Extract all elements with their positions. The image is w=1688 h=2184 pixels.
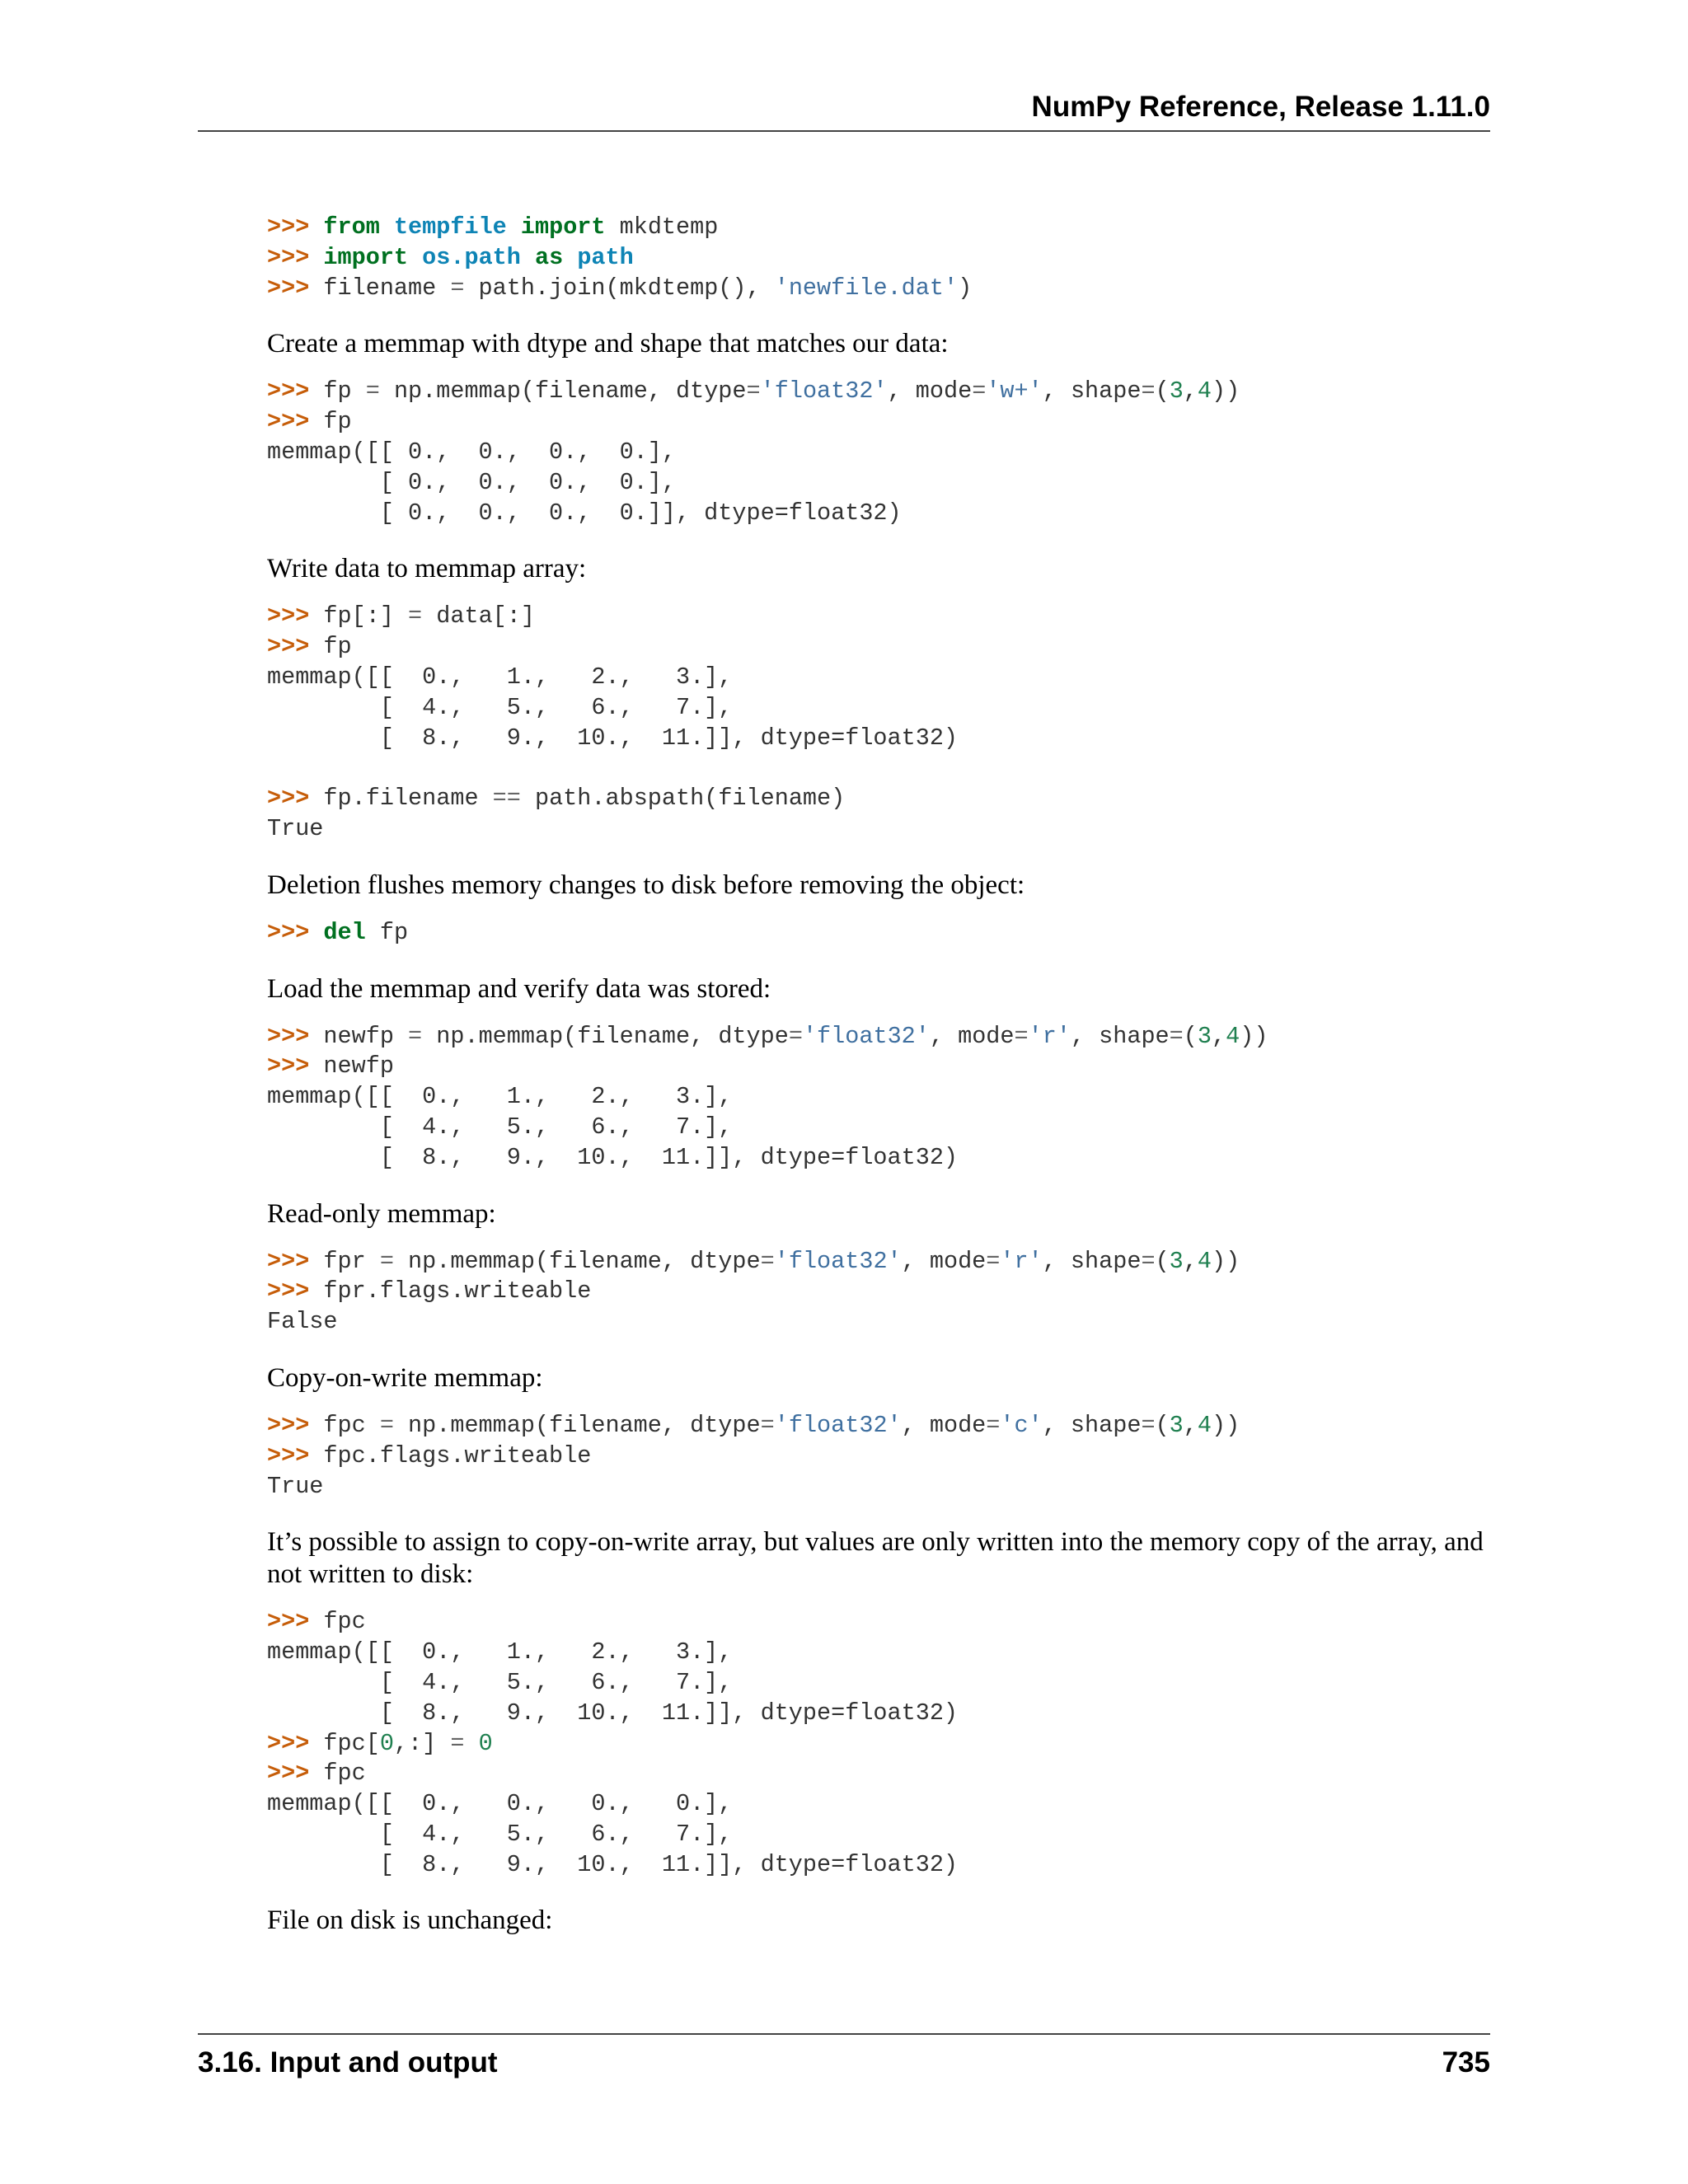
code-line: [ 4., 5., 6., 7.], xyxy=(267,1820,733,1848)
code-line: >>> fpc[0,:] = 0 xyxy=(267,1729,493,1757)
paragraph: It’s possible to assign to copy-on-write array, but values are only written into the memory copy of the array, and not written to disk: xyxy=(267,1527,1484,1590)
code-line: >>> fpc = np.memmap(filename, dtype='float32', mode='c', shape=(3,4)) xyxy=(267,1411,1240,1439)
code-line: >>> newfp = np.memmap(filename, dtype='float32', mode='r', shape=(3,4)) xyxy=(267,1022,1268,1050)
code-line: >>> fp.filename == path.abspath(filename) xyxy=(267,785,846,813)
page-header xyxy=(198,91,1490,132)
code-line: >>> from tempfile import mkdtemp xyxy=(267,213,719,241)
code-line: >>> del fp xyxy=(267,918,409,946)
code-line: >>> filename = path.join(mkdtemp(), 'newfile.dat') xyxy=(267,274,973,302)
code-block xyxy=(267,918,1490,949)
code-line: >>> import os.path as path xyxy=(267,243,634,271)
code-line: memmap([[ 0., 0., 0., 0.], xyxy=(267,1790,733,1818)
code-line: >>> fp = np.memmap(filename, dtype='float32', mode='w+', shape=(3,4)) xyxy=(267,377,1240,405)
code-block xyxy=(267,602,1490,844)
page-body xyxy=(267,213,1490,1953)
code-block xyxy=(267,1411,1490,1502)
code-line: False xyxy=(267,1308,338,1336)
paragraph: File on disk is unchanged: xyxy=(267,1905,553,1936)
code-line: >>> fp xyxy=(267,633,352,661)
code-line: [ 8., 9., 10., 11.]], dtype=float32) xyxy=(267,1143,959,1171)
code-line: memmap([[ 0., 1., 2., 3.], xyxy=(267,1083,733,1111)
code-line: [ 4., 5., 6., 7.], xyxy=(267,693,733,721)
code-line: >>> fp[:] = data[:] xyxy=(267,602,535,630)
code-line: [ 8., 9., 10., 11.]], dtype=float32) xyxy=(267,724,959,752)
paragraph: Load the memmap and verify data was stored: xyxy=(267,973,771,1004)
code-line: >>> fpc.flags.writeable xyxy=(267,1441,592,1469)
code-line: >>> fpc xyxy=(267,1760,366,1788)
paragraph: Read-only memmap: xyxy=(267,1198,496,1229)
code-block xyxy=(267,213,1490,303)
code-line: True xyxy=(267,814,324,842)
paragraph: Deletion flushes memory changes to disk before removing the object: xyxy=(267,869,1025,900)
code-block xyxy=(267,1607,1490,1880)
page-footer xyxy=(198,2033,1490,2079)
page-number: 735 xyxy=(1442,2046,1490,2079)
paragraph: Write data to memmap array: xyxy=(267,554,587,584)
code-line: >>> fpc xyxy=(267,1608,366,1636)
code-line: [ 4., 5., 6., 7.], xyxy=(267,1668,733,1696)
code-block xyxy=(267,377,1490,528)
code-line: [ 0., 0., 0., 0.]], dtype=float32) xyxy=(267,499,902,527)
code-block xyxy=(267,1022,1490,1174)
code-line: >>> fpr.flags.writeable xyxy=(267,1277,592,1305)
code-line: [ 8., 9., 10., 11.]], dtype=float32) xyxy=(267,1850,959,1878)
code-line: True xyxy=(267,1472,324,1500)
code-line xyxy=(267,753,1490,784)
paragraph: Copy-on-write memmap: xyxy=(267,1362,543,1393)
code-line: memmap([[ 0., 1., 2., 3.], xyxy=(267,663,733,691)
code-line: memmap([[ 0., 0., 0., 0.], xyxy=(267,438,676,466)
code-line: memmap([[ 0., 1., 2., 3.], xyxy=(267,1638,733,1666)
paragraph: Create a memmap with dtype and shape that matches our data: xyxy=(267,329,949,359)
code-line: [ 8., 9., 10., 11.]], dtype=float32) xyxy=(267,1699,959,1727)
code-block xyxy=(267,1247,1490,1338)
code-line: [ 4., 5., 6., 7.], xyxy=(267,1113,733,1141)
code-line: [ 0., 0., 0., 0.], xyxy=(267,468,676,496)
code-line: >>> newfp xyxy=(267,1052,394,1080)
running-title: NumPy Reference, Release 1.11.0 xyxy=(1031,91,1490,123)
code-line: >>> fpr = np.memmap(filename, dtype='float32', mode='r', shape=(3,4)) xyxy=(267,1247,1240,1275)
code-line: >>> fp xyxy=(267,408,352,436)
footer-section-title: 3.16. Input and output xyxy=(198,2046,498,2079)
